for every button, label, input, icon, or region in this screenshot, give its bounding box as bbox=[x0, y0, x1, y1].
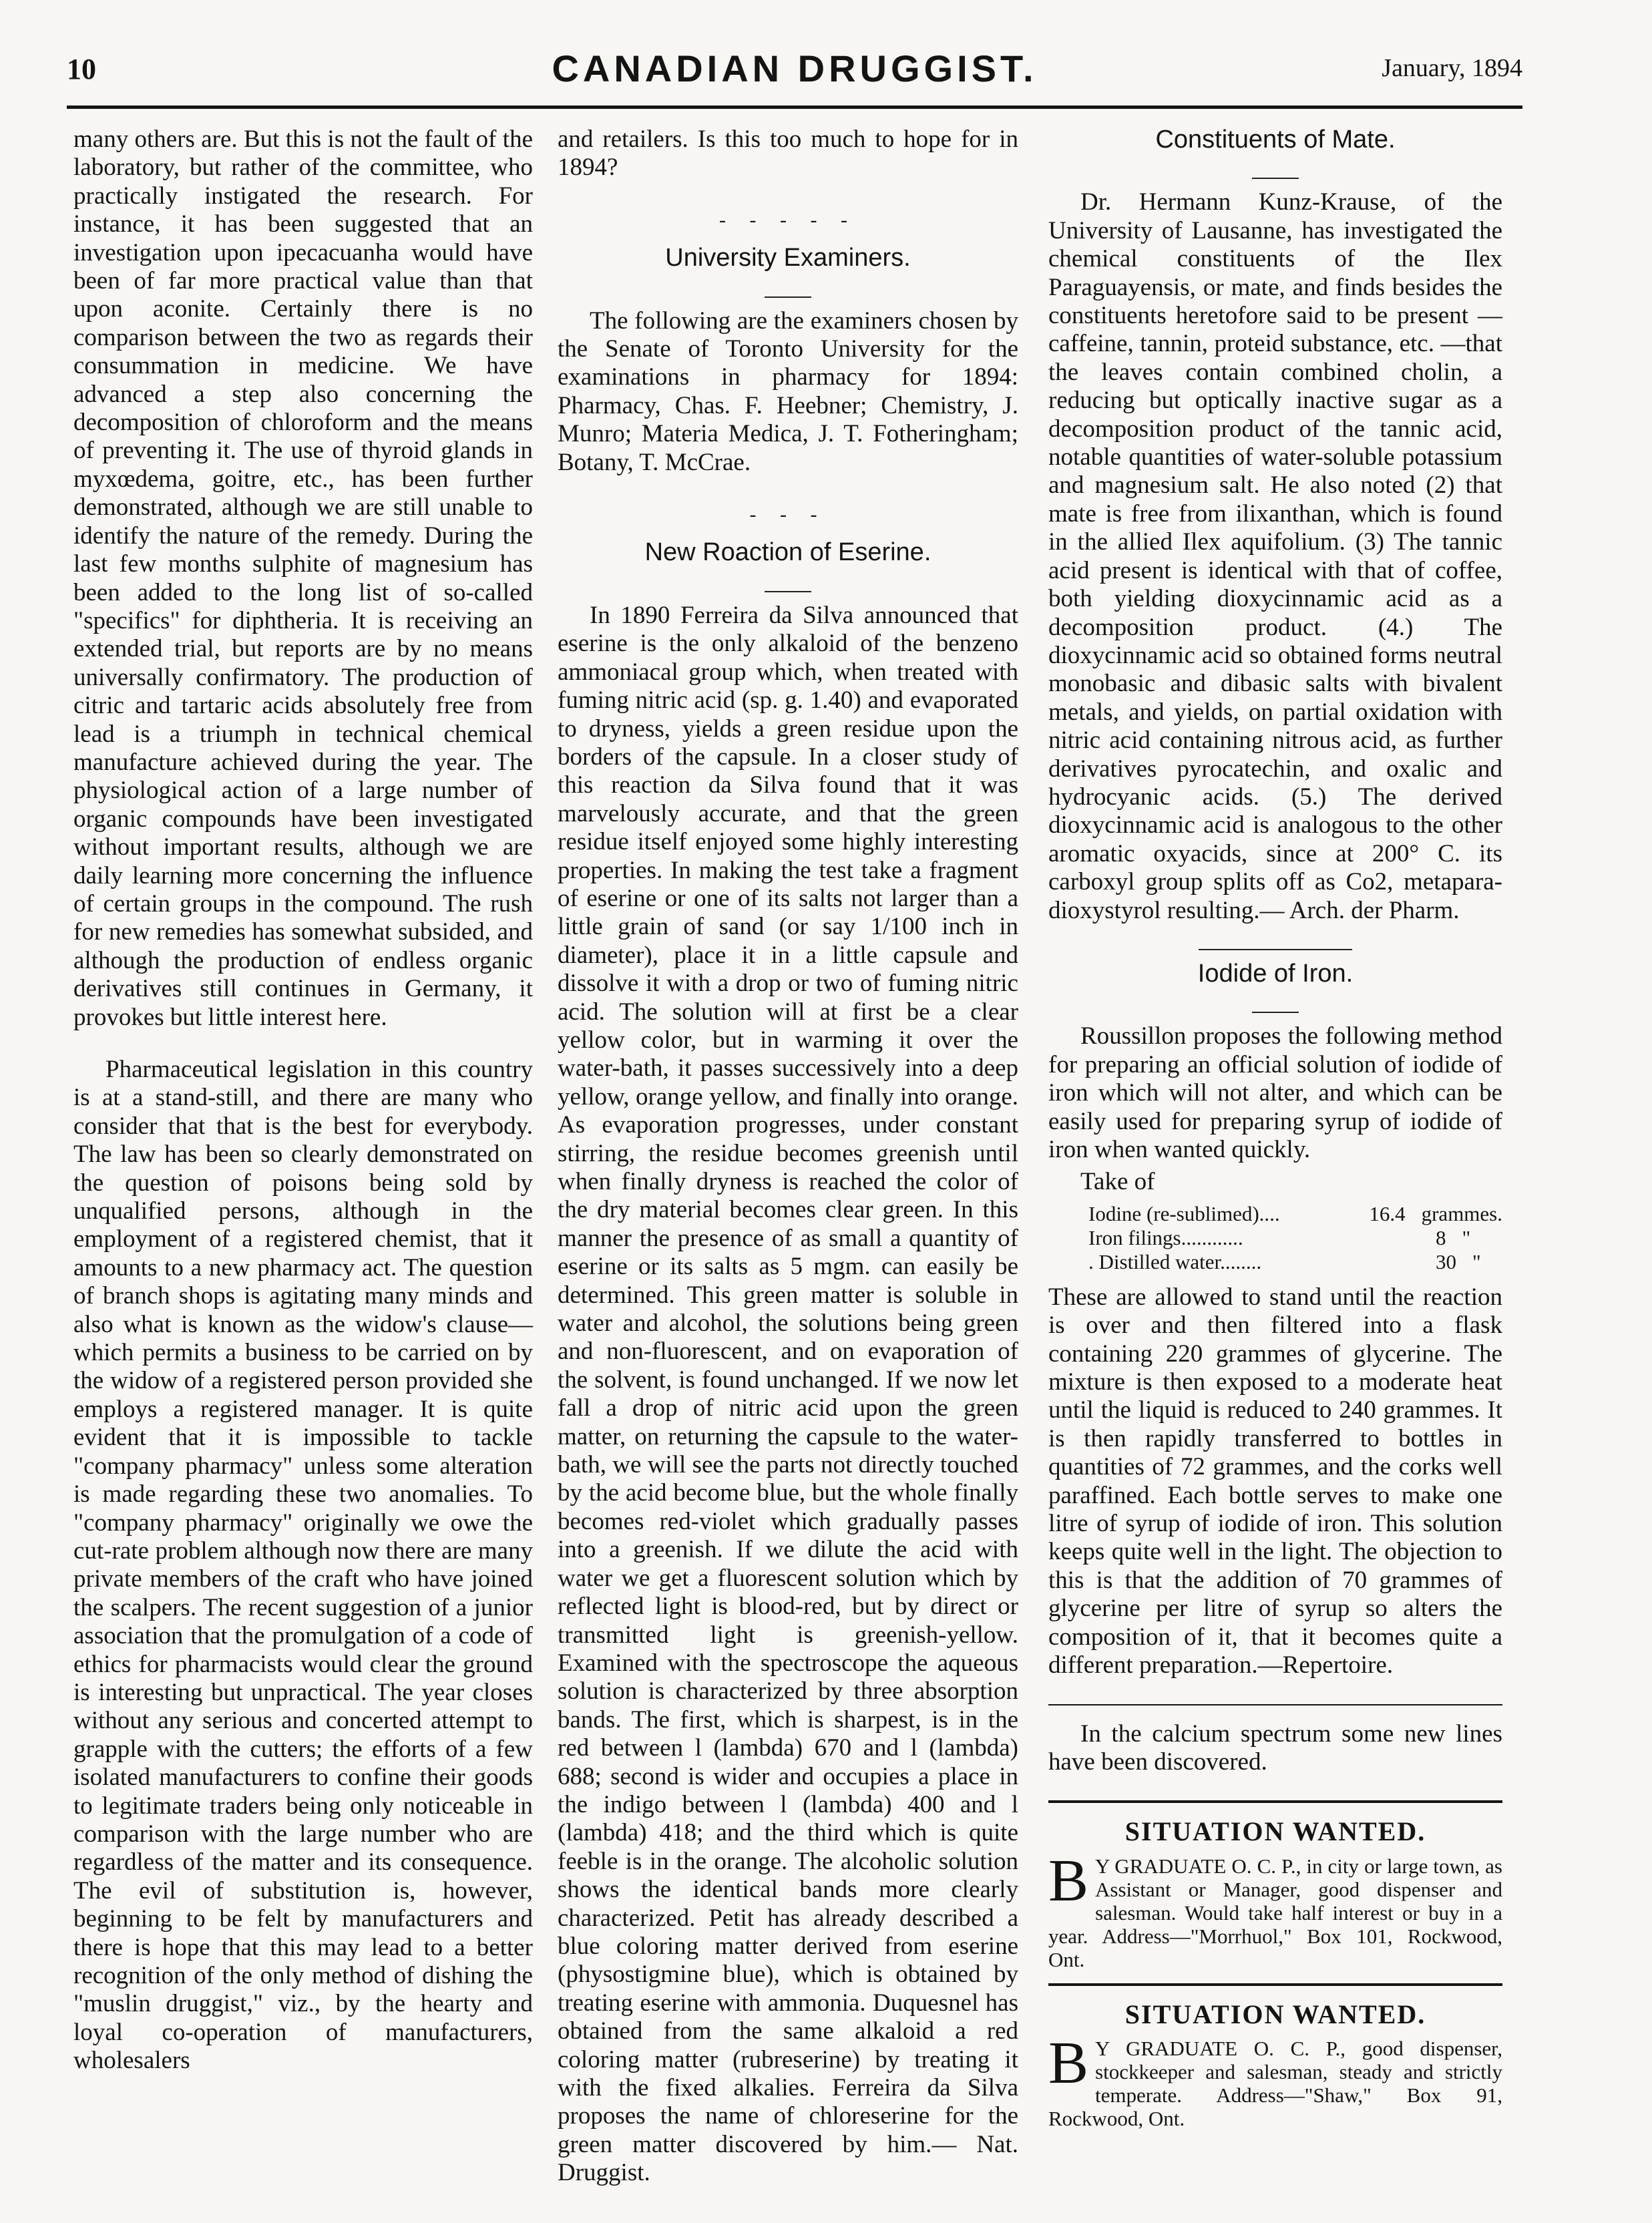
paragraph: In the calcium spectrum some new lines have been discovered. bbox=[1048, 1720, 1502, 1776]
paragraph: and retailers. Is this too much to hope for in 1894? bbox=[558, 126, 1018, 182]
journal-title: CANADIAN DRUGGIST. bbox=[552, 47, 1038, 89]
column-right bbox=[1048, 126, 1502, 2136]
section-title: New Roaction of Eserine. bbox=[644, 538, 932, 567]
recipe-list bbox=[1088, 1202, 1502, 1274]
classified-ad bbox=[1048, 2030, 1502, 2131]
title-rule bbox=[765, 591, 811, 592]
divider bbox=[1048, 1983, 1502, 1986]
drop-cap: B bbox=[1048, 1847, 1089, 1914]
section-title: Constituents of Mate. bbox=[1155, 126, 1396, 154]
paragraph: The following are the examiners chosen by the Senate of Toronto University for the examinations in pharmacy for 1894: Pharmacy, Chas. F. Heebner; Chemistry, J. Munro; Materia Medica, J. T. Fotheringham; Botany, T. McCrae. bbox=[558, 307, 1018, 476]
paragraph: In 1890 Ferreira da Silva announced that eserine is the only alkaloid of the benzeno ammoniacal group which, when treated with fuming nitric acid (sp. g. 1.40) and evaporated to dryness, yields a green residue upon the borders of the capsule. In a closer study of this reaction da Silva found that it was marvelously accurate, and that the green residue itself enjoyed some highly interesting properties. In making the test take a fragment of eserine or one of its salts not larger than a little grain of sand (or say 1/100 inch in diameter), place it in a little capsule and dissolve it with a drop or two of fuming nitric acid. The solution will at first be a clear yellow color, but in warming it over the water-bath, it passes successively into a deep yellow, orange yellow, and finally into orange. As evaporation progresses, under constant stirring, the residue becomes greenish until when finally dryness is reached the color of the dry material becomes clear green. In this manner the presence of as small a quantity of eserine or its salts as 5 mgm. can easily be determined. This green matter is soluble in water and alcohol, the solutions being green and non-fluorescent, and on evaporation of the solvent, is found unchanged. If we now let fall a drop of nitric acid upon the green matter, on returning the capsule to the water-bath, we will see the parts not directly touched by the acid become blue, but the whole finally becomes red-violet which gradually passes into a greenish. If we dilute the acid with water we get a fluorescent solution which by reflected light is blood-red, but by direct or transmitted light is greenish-yellow. Examined with the spectroscope the aqueous solution is characterized by three absorption bands. The first, which is sharpest, is in the red between l (lambda) 670 and l (lambda) 688; second is wider and occupies a place in the indigo between l (lambda) 400 and l (lambda) 418; and the third which is quite feeble is in the orange. The alcoholic solution shows the identical bands more clearly characterized. Petit has already described a blue coloring matter derived from eserine (physostigmine blue), which is obtained by treating eserine with ammonia. Duquesnel has obtained from the same alkaloid a red coloring matter (rubreserine) by treating it with the fixed alkalies. Ferreira da Silva proposes the name of chloreserine for the green matter discovered by him.— Nat. Druggist. bbox=[558, 601, 1018, 2187]
issue-date: January, 1894 bbox=[1382, 54, 1522, 82]
header-rule bbox=[67, 106, 1522, 109]
drop-cap: B bbox=[1048, 2030, 1089, 2097]
title-rule bbox=[765, 296, 811, 298]
paragraph: Roussillon proposes the following method for preparing an official solution of iodide of iron which will not alter, and which can be easily used for preparing syrup of iodide of iron when wanted quickly. bbox=[1048, 1022, 1502, 1163]
page-number: 10 bbox=[67, 53, 96, 85]
column-middle bbox=[558, 126, 1018, 2212]
recipe-row: . Distilled water........ 30 " bbox=[1088, 1249, 1481, 1273]
section-title: University Examiners. bbox=[665, 244, 911, 272]
ad-text: Y GRADUATE O. C. P., in city or large town, as Assistant or Manager, good dispenser and salesman. Would take half interest or buy in a year. Address—"Morrhuol," Box 101, Rockwood, Ont. bbox=[1048, 1854, 1502, 1971]
classified-ad bbox=[1048, 1847, 1502, 1971]
title-rule bbox=[1252, 1012, 1299, 1013]
column-left bbox=[73, 126, 533, 2099]
take-of-label: Take of bbox=[1080, 1168, 1155, 1196]
ad-title: SITUATION WANTED. bbox=[1124, 1816, 1426, 1847]
divider bbox=[1048, 1704, 1502, 1705]
title-rule bbox=[1252, 178, 1299, 179]
section-title: Iodide of Iron. bbox=[1197, 959, 1354, 988]
separator: - - - - - bbox=[719, 208, 857, 231]
ad-text: Y GRADUATE O. C. P., good dispenser, stockkeeper and salesman, steady and strictly temperate. Address—"Shaw," Box 91, Rockwood, Ont. bbox=[1048, 2037, 1502, 2131]
paragraph: Dr. Hermann Kunz-Krause, of the University of Lausanne, has investigated the chemical constituents of the Ilex Paraguayensis, or mate, and finds besides the constituents heretofore said to be present —caffeine, tannin, proteid substance, etc. —that the leaves contain combined cholin, a reducing but optically inactive sugar as a decomposition product of the tannic acid, notable quantities of water-soluble potassium and magnesium salt. He also noted (2) that mate is free from ilixanthan, which is found in the allied Ilex aquifolium. (3) The tannic acid present is identical with that of coffee, both yielding dioxycinnamic acid as a decomposition product. (4.) The dioxycinnamic acid so obtained forms neutral monobasic and dibasic salts with bivalent metals, and yields, on partial oxidation with nitric acid containing nitrous acid, as further derivatives pyrocatechin, and oxalic and hydrocyanic acids. (5.) The derived dioxycinnamic acid is analogous to the other aromatic oxyacids, since at 200° C. its carboxyl group splits off as Co2, metapara-dioxystyrol resulting.— Arch. der Pharm. bbox=[1048, 188, 1502, 924]
section-rule bbox=[1199, 949, 1352, 950]
page-header bbox=[67, 39, 1522, 99]
paragraph: many others are. But this is not the fault of the laboratory, but rather of the committee, who practically instigated the research. For instance, it has been suggested that an investigation upon ipecacuanha would have been of far more practical value than that upon aconite. Certainly there is no comparison between the two as regards their consummation in medicine. We have advanced a step also concerning the decomposition of chloroform and the means of preventing it. The use of thyroid glands in myxœdema, goitre, etc., has been further demonstrated, although we are still unable to identify the nature of the remedy. During the last few months sulphite of magnesium has been added to the long list of so-called "specifics" for diphtheria. It is receiving an extended trial, but reports are by no means universally confirmatory. The production of citric and tartaric acids absolutely free from lead is a triumph in technical chemical manufacture achieved during the year. The physiological action of a large number of organic compounds have been investigated without important results, although we are daily learning more concerning the influence of certain groups in the compound. The rush for new remedies has somewhat subsided, and although the production of endless organic derivatives still continues in Germany, it provokes but little interest here. bbox=[73, 126, 533, 1031]
divider bbox=[1048, 1800, 1502, 1803]
recipe-row: Iron filings............ 8 " bbox=[1088, 1225, 1471, 1249]
ad-title: SITUATION WANTED. bbox=[1124, 1999, 1426, 2029]
paragraph: These are allowed to stand until the reaction is over and then filtered into a flask containing 220 grammes of glycerine. The mixture is then exposed to a moderate heat until the liquid is reduced to 240 grammes. It is then rapidly transferred to bottles in quantities of 72 grammes, and the corks well paraffined. Each bottle serves to make one litre of syrup of iodide of iron. This solution keeps quite well in the light. The objection to this is that the addition of 70 grammes of glycerine per litre of syrup so alters the composition of it, that it becomes quite a different preparation.—Repertoire. bbox=[1048, 1283, 1502, 1679]
recipe-row: Iodine (re-sublimed).... 16.4 grammes. bbox=[1088, 1201, 1502, 1225]
separator: - - - bbox=[749, 503, 827, 526]
paragraph: Pharmaceutical legislation in this country is at a stand-still, and there are many who consider that that is the best for everybody. The law has been so clearly demonstrated on the question of poisons being sold by unqualified persons, although in the employment of a registered chemist, that it amounts to a new pharmacy act. The question of branch shops is agitating many minds and also what is known as the widow's clause—which permits a business to be carried on by the widow of a registered person provided she employs a registered manager. It is quite evident that it is impossible to tackle "company pharmacy" unless some alteration is made regarding these two anomalies. To "company pharmacy" originally we owe the cut-rate problem although now there are many private members of the craft who have joined the scalpers. The recent suggestion of a junior association that the promulgation of a code of ethics for pharmacists would clear the ground is interesting but unpractical. The year closes without any serious and concerted attempt to grapple with the cutters; the efforts of a few isolated manufacturers to confine their goods to legitimate traders being only noticeable in comparison with the large number who are regardless of the matter and its consequence. The evil of substitution is, however, beginning to be felt by manufacturers and there is hope that this may lead to a better recognition of the only method of dishing the "muslin druggist," viz., by the hearty and loyal co-operation of manufacturers, wholesalers bbox=[73, 1056, 533, 2075]
